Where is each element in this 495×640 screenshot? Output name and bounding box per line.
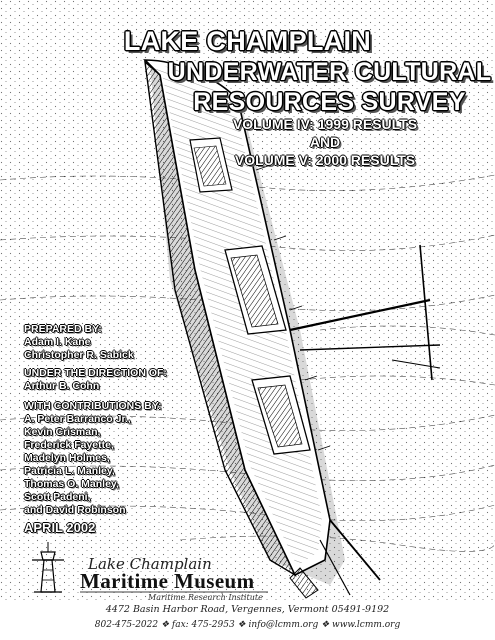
volume-line-3: VOLUME V: 2000 RESULTS bbox=[234, 152, 416, 168]
contributor-name: Thomas O. Manley, bbox=[24, 478, 119, 490]
contributions-heading: WITH CONTRIBUTIONS BY: bbox=[24, 400, 162, 412]
title-line-3: RESOURCES SURVEY bbox=[193, 88, 466, 116]
logo-script-top: Lake Champlain bbox=[88, 555, 212, 573]
volume-line-2: AND bbox=[309, 134, 341, 150]
lighthouse-icon bbox=[28, 540, 68, 600]
author-name: Christopher R. Sabick bbox=[24, 349, 134, 361]
contributor-name: Frederick Fayette, bbox=[24, 439, 114, 451]
logo-script-bottom: Maritime Research Institute bbox=[148, 593, 263, 602]
museum-contact: 802-475-2022 ❖ fax: 475-2953 ❖ info@lcmm.org ❖ www.lcmm.org bbox=[94, 620, 401, 630]
direction-heading: UNDER THE DIRECTION OF: bbox=[24, 367, 167, 379]
director-name: Arthur B. Cohn bbox=[24, 380, 100, 392]
volume-line-1: VOLUME IV: 1999 RESULTS bbox=[232, 116, 418, 132]
contributor-name: A. Peter Barranco Jr., bbox=[24, 413, 131, 425]
title-line-1: LAKE CHAMPLAIN bbox=[123, 26, 372, 56]
publication-date: APRIL 2002 bbox=[24, 520, 96, 535]
museum-address: 4472 Basin Harbor Road, Vergennes, Vermont 05491-9192 bbox=[105, 604, 390, 615]
contributor-name: and David Robinson bbox=[24, 504, 126, 516]
contributor-name: Scott Padeni, bbox=[24, 491, 91, 503]
contributor-name: Patricia L. Manley, bbox=[24, 465, 115, 477]
author-name: Adam I. Kane bbox=[24, 336, 91, 348]
prepared-heading: PREPARED BY: bbox=[24, 323, 102, 335]
museum-name: Maritime Museum bbox=[80, 569, 255, 593]
contributor-name: Madelyn Holmes, bbox=[24, 452, 110, 464]
contributor-name: Kevin Crisman, bbox=[24, 426, 101, 438]
title-line-2: UNDERWATER CULTURAL bbox=[167, 58, 492, 86]
